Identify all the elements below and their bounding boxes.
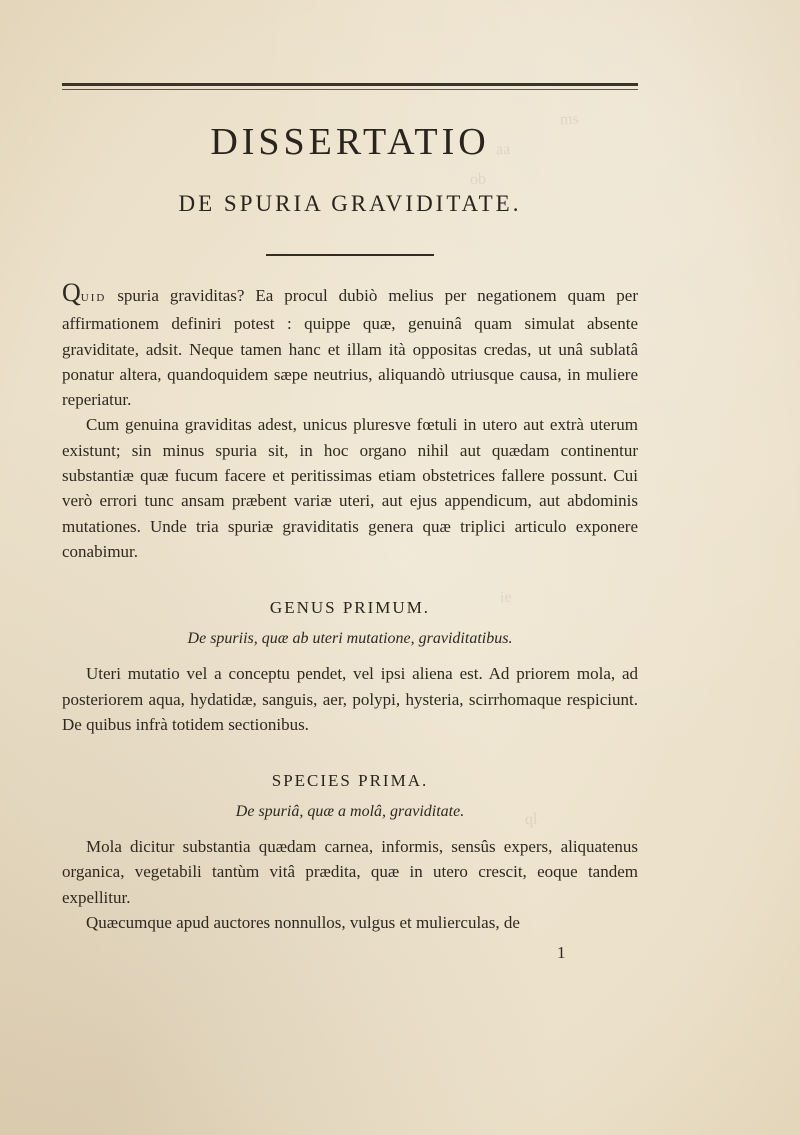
bleed-through-text: aa: [495, 140, 511, 159]
species-paragraph-1: Mola dicitur substantia quædam carnea, informis, sensûs expers, aliquatenus organica, vegetabili tantùm vitâ prædita, quæ in utero crescit, eoque tandem expellitur.: [62, 837, 638, 907]
genus-paragraph: Uteri mutatio vel a conceptu pendet, vel ipsi aliena est. Ad priorem mola, ad posteriorem aqua, hydatidæ, sanguis, aer, polypi, hysteria, scirrhomaque respiciunt. De quibus infrà totidem sectionibus.: [62, 664, 638, 734]
genus-subheading: De spuriis, quæ ab uteri mutatione, graviditatibus.: [187, 630, 513, 648]
bleed-through-text: ie: [499, 588, 512, 607]
document-title: DISSERTATIO: [210, 121, 490, 163]
lead-small-caps: UID: [80, 292, 107, 304]
top-rule-thick: [62, 83, 638, 86]
section-spacer: [62, 737, 638, 751]
page-number: 1: [557, 943, 566, 962]
section-spacer: [62, 651, 638, 661]
section-spacer: [62, 564, 638, 578]
species-heading: SPECIES PRIMA.: [271, 771, 429, 791]
species-subheading: De spuriâ, quæ a molâ, graviditate.: [235, 803, 465, 821]
intro-paragraph-2: Cum genuina graviditas adest, unicus pluresve fœtuli in utero aut extrà uterum existunt; sin minus spuria sit, in hoc organo nihil aut quædam continentur substantiæ quæ fucum facere et peritissimas etiam obstetrices fallere possunt. Cui verò errori tunc ansam præbent variæ uteri, aut ejus appendicum, aut abdominis mutationes. Unde tria spuriæ graviditatis genera quæ triplici articulo exponere conabimur.: [62, 415, 638, 561]
document-subtitle: DE SPURIA GRAVIDITATE.: [178, 191, 522, 216]
main-content: [62, 280, 638, 935]
intro-paragraph-1: [62, 280, 638, 412]
section-spacer: [62, 824, 638, 834]
bleed-through-text: ql: [524, 810, 538, 829]
bleed-through-text: ms: [559, 110, 579, 129]
top-rule-thin: [62, 89, 638, 90]
title-separator: [266, 254, 434, 256]
intro-paragraph-1-text: spuria graviditas? Ea procul dubiò melius per negationem quam per affirmationem definiri potest : quippe quæ, genuinâ quam simulat absente graviditate, adsit. Neque tamen hanc et illam ità oppositas credas, ut unâ sublatâ ponatur altera, quandoquidem sæpe neutrius, aliquandò utriusque causa, in muliere reperiatur.: [62, 286, 639, 410]
bleed-through-text: ob: [469, 170, 487, 189]
genus-heading: GENUS PRIMUM.: [269, 598, 431, 618]
species-paragraph-2: Quæcumque apud auctores nonnullos, vulgus et mulierculas, de: [86, 913, 520, 933]
dropcap-letter: Q: [62, 278, 81, 307]
